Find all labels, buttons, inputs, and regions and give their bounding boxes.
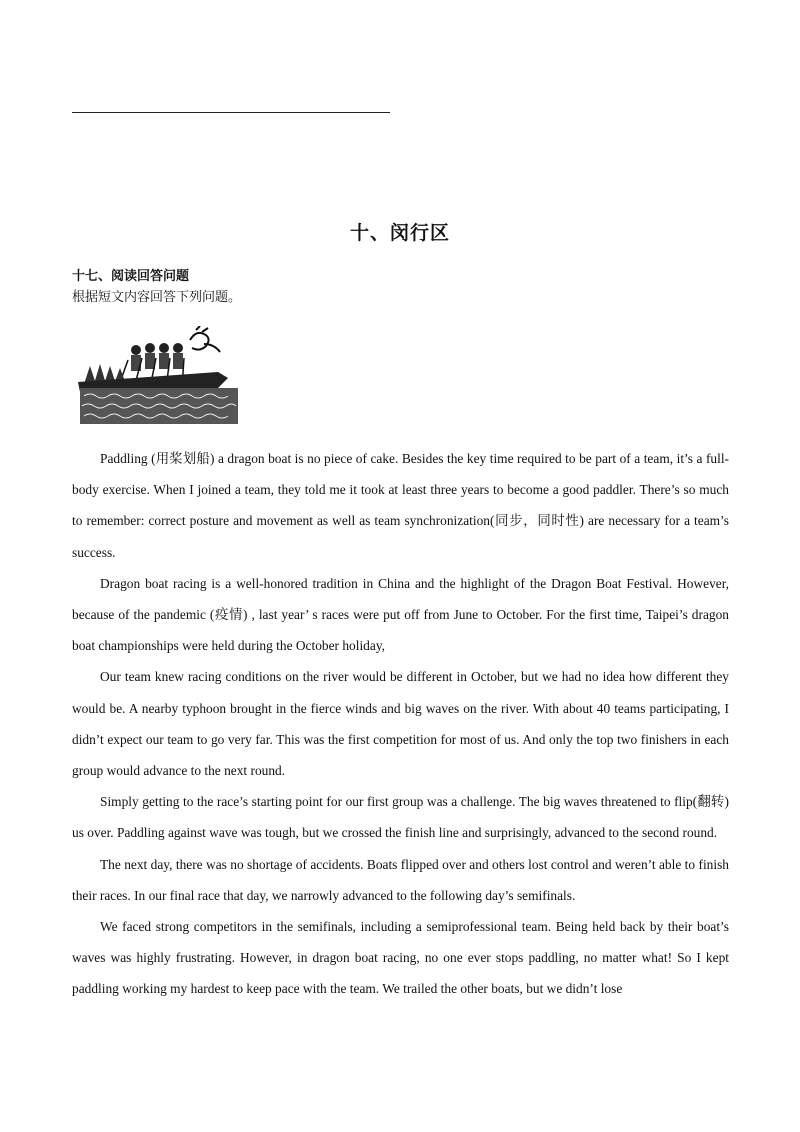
question-instruction: 根据短文内容回答下列问题。 xyxy=(72,290,242,305)
passage-paragraph: We faced strong competitors in the semifinals, including a semiprofessional team. Being held back by their boat’s waves was highly frustrating. However, in dragon boat racing, no one ever stops paddling, no matter what! So I kept paddling working my hardest to keep pace with the team. We trailed the other boats, but we didn’t lose xyxy=(72,919,729,997)
section-title: 十、闵行区 xyxy=(349,222,450,244)
passage-paragraph: Our team knew racing conditions on the river would be different in October, but we had no idea how different they would be. A nearby typhoon brought in the fierce winds and big waves on the river. With about 40 teams participating, I didn’t expect our team to go very far. This was the first competition for most of us. And only the top two finishers in each group would advance to the next round. xyxy=(72,669,729,779)
dragon-boat-illustration xyxy=(78,326,240,426)
passage-paragraph: The next day, there was no shortage of accidents. Boats flipped over and others lost control and weren’t able to finish their races. In our final race that day, we narrowly advanced to the following day’s semifinals. xyxy=(72,856,729,903)
question-heading: 十七、阅读回答问题 xyxy=(72,269,190,284)
passage-paragraph: Dragon boat racing is a well-honored tradition in China and the highlight of the Dragon Boat Festival. However, because of the pandemic (疫情) , last year’ s races were put off from June to October. For the first time, Taipei’s dragon boat championships were held during the October holiday, xyxy=(72,575,729,654)
passage-paragraph: Paddling (用桨划船) a dragon boat is no piece of cake. Besides the key time required to be part of a team, it’s a full-body exercise. When I joined a team, they told me it took at least three years to become a good paddler. There’s so much to remember: correct posture and movement as well as team synchronization(同步，同时性) are necessary for a team’s success. xyxy=(72,451,729,560)
top-divider xyxy=(72,112,390,113)
passage xyxy=(72,443,729,1005)
passage-paragraph: Simply getting to the race’s starting point for our first group was a challenge. The big waves threatened to flip(翻转) us over. Paddling against wave was tough, but we crossed the finish line and surprisingly, advanced to the second round. xyxy=(72,794,729,841)
